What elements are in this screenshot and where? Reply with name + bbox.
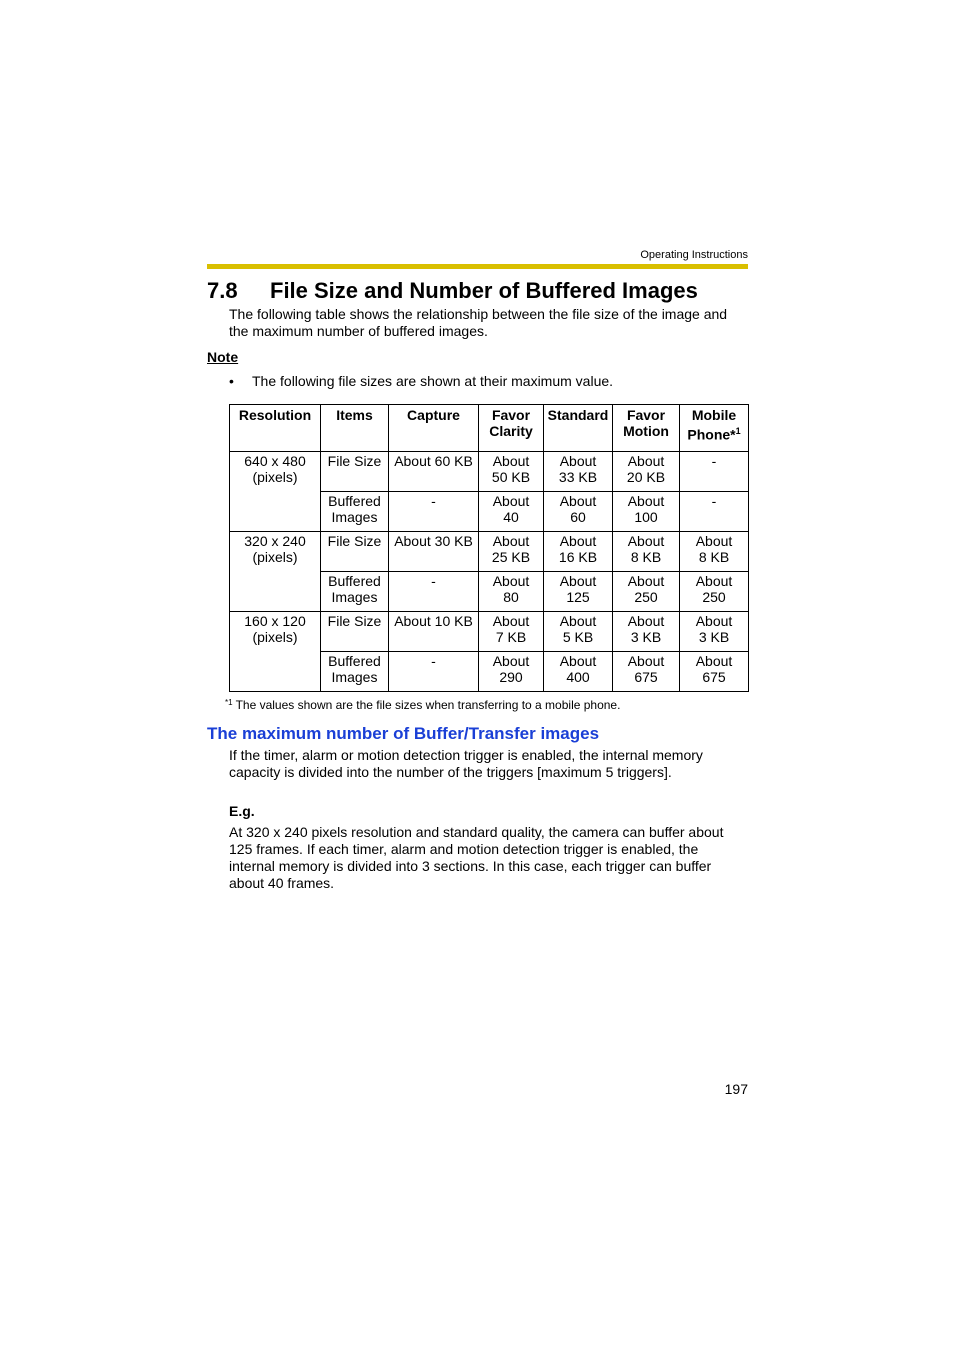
column-header-text: Items <box>336 407 373 423</box>
table-cell <box>544 572 613 612</box>
example-line: At 320 x 240 pixels resolution and standard quality, the camera can buffer about <box>229 824 724 840</box>
subsection-line: If the timer, alarm or motion detection trigger is enabled, the internal memory <box>229 747 703 763</box>
bullet: • <box>229 373 234 389</box>
column-header-text: Capture <box>407 407 460 423</box>
table-cell <box>389 492 479 532</box>
table-cell <box>544 652 613 692</box>
cell-text: About 10 KB <box>394 613 473 629</box>
resolution-text: 320 x 240 <box>244 533 306 549</box>
cell-text: About <box>492 653 530 669</box>
cell-text: 675 <box>634 669 658 685</box>
cell-text: 8 KB <box>630 549 662 565</box>
intro-line: The following table shows the relationship between the file size of the image and <box>229 306 728 322</box>
cell-text: - <box>711 453 717 469</box>
table-cell <box>544 492 613 532</box>
footnote-mark: *1 <box>225 698 233 707</box>
cell-text: 675 <box>702 669 726 685</box>
column-header-text: Favor <box>491 407 531 423</box>
table-cell <box>479 492 544 532</box>
note-text: The following file sizes are shown at their maximum value. <box>252 373 614 389</box>
intro-line: the maximum number of buffered images. <box>229 323 488 339</box>
resolution-text: (pixels) <box>252 549 298 565</box>
cell-text: 290 <box>499 669 523 685</box>
cell-text: About <box>627 453 665 469</box>
file-size-table <box>229 404 749 692</box>
section-title <box>207 278 698 304</box>
table-cell <box>389 532 479 572</box>
table-cell <box>613 572 680 612</box>
cell-text: 5 KB <box>562 629 594 645</box>
note-label: Note <box>207 349 239 365</box>
cell-text: About 60 KB <box>394 453 473 469</box>
cell-text: 8 KB <box>698 549 730 565</box>
column-header <box>230 405 321 452</box>
running-header: Operating Instructions <box>640 249 748 261</box>
cell-text: Images <box>331 589 378 605</box>
cell-text: 80 <box>503 589 519 605</box>
cell-text: 3 KB <box>698 629 730 645</box>
table-row <box>230 452 749 492</box>
cell-text: Images <box>331 669 378 685</box>
cell-text: 20 KB <box>626 469 666 485</box>
table-row <box>230 612 749 652</box>
column-header-text: Mobile <box>691 407 737 423</box>
cell-text: About <box>695 573 733 589</box>
cell-text: - <box>431 653 436 669</box>
resolution-cell <box>230 532 321 612</box>
column-header <box>544 405 613 452</box>
table-cell <box>680 652 749 692</box>
table-cell <box>544 452 613 492</box>
cell-text: About <box>627 573 665 589</box>
cell-text: About <box>695 653 733 669</box>
table-cell <box>321 572 389 612</box>
cell-text: About <box>695 613 733 629</box>
table-header-row <box>230 405 749 452</box>
table-cell <box>680 492 749 532</box>
example-label: E.g. <box>229 803 255 819</box>
table-cell <box>544 612 613 652</box>
cell-text: About <box>492 613 530 629</box>
resolution-text: 160 x 120 <box>244 613 306 629</box>
table-cell <box>680 452 749 492</box>
column-header-text: Resolution <box>238 407 312 423</box>
table-cell <box>544 532 613 572</box>
cell-text: 125 <box>566 589 590 605</box>
cell-text: About <box>559 453 597 469</box>
table-body <box>230 452 749 692</box>
cell-text: About <box>492 453 530 469</box>
cell-text: 250 <box>634 589 658 605</box>
table-cell <box>479 652 544 692</box>
cell-text: About <box>559 573 597 589</box>
cell-text: 25 KB <box>491 549 531 565</box>
cell-text: About <box>559 533 597 549</box>
section-title-text: File Size and Number of Buffered Images <box>270 278 698 303</box>
footnote-reference: 1 <box>735 426 741 436</box>
table-cell <box>389 612 479 652</box>
table-cell <box>321 652 389 692</box>
cell-text: - <box>431 493 436 509</box>
cell-text: File Size <box>327 613 382 629</box>
resolution-text: (pixels) <box>252 469 298 485</box>
table-cell <box>680 532 749 572</box>
cell-text: - <box>431 573 436 589</box>
cell-text: About <box>559 493 597 509</box>
page-number: 197 <box>724 1081 748 1097</box>
cell-text: About <box>627 493 665 509</box>
cell-text: About <box>695 533 733 549</box>
table-cell <box>680 572 749 612</box>
cell-text: About <box>559 613 597 629</box>
note-bullet-item <box>229 373 613 389</box>
column-header <box>680 405 749 452</box>
cell-text: File Size <box>327 453 382 469</box>
cell-text: - <box>711 493 717 509</box>
table-cell <box>613 452 680 492</box>
cell-text: About <box>492 493 530 509</box>
cell-text: Buffered <box>328 493 381 509</box>
table-cell <box>479 532 544 572</box>
resolution-text: (pixels) <box>252 629 298 645</box>
example-line: 125 frames. If each timer, alarm and motion detection trigger is enabled, the <box>229 841 699 857</box>
table-cell <box>321 612 389 652</box>
table-cell <box>613 652 680 692</box>
table-cell <box>680 612 749 652</box>
footnote <box>225 698 620 712</box>
table-cell <box>321 532 389 572</box>
intro-paragraph <box>229 306 749 340</box>
table-cell <box>321 492 389 532</box>
resolution-cell <box>230 612 321 692</box>
table-cell <box>613 492 680 532</box>
column-header-text: Phone* <box>687 426 736 443</box>
table-cell <box>389 572 479 612</box>
cell-text: 60 <box>570 509 586 525</box>
subsection-line: capacity is divided into the number of the triggers [maximum 5 triggers]. <box>229 764 672 780</box>
column-header-text: Favor <box>626 407 666 423</box>
table-cell <box>479 612 544 652</box>
cell-text: 7 KB <box>495 629 527 645</box>
column-header <box>321 405 389 452</box>
cell-text: About <box>492 533 530 549</box>
cell-text: About <box>559 653 597 669</box>
table-cell <box>389 652 479 692</box>
cell-text: About <box>627 613 665 629</box>
resolution-cell <box>230 452 321 532</box>
resolution-text: 640 x 480 <box>244 453 306 469</box>
column-header <box>479 405 544 452</box>
cell-text: About <box>492 573 530 589</box>
cell-text: 50 KB <box>491 469 531 485</box>
header-rule <box>207 264 748 269</box>
table-cell <box>613 612 680 652</box>
cell-text: 40 <box>503 509 519 525</box>
table-cell <box>479 572 544 612</box>
section-number: 7.8 <box>207 278 238 303</box>
cell-text: 250 <box>702 589 726 605</box>
column-header-text: Clarity <box>489 423 533 439</box>
cell-text: About <box>627 653 665 669</box>
cell-text: Buffered <box>328 573 381 589</box>
column-header <box>613 405 680 452</box>
column-header <box>389 405 479 452</box>
example-paragraph <box>229 824 749 892</box>
cell-text: 33 KB <box>558 469 598 485</box>
cell-text: Buffered <box>328 653 381 669</box>
cell-text: 400 <box>566 669 590 685</box>
cell-text: 16 KB <box>558 549 598 565</box>
column-header-text: Motion <box>623 423 669 439</box>
cell-text: About 30 KB <box>394 533 473 549</box>
example-line: internal memory is divided into 3 sections. In this case, each trigger can buffer <box>229 858 712 874</box>
subsection-paragraph <box>229 747 749 781</box>
cell-text: File Size <box>327 533 382 549</box>
table-cell <box>479 452 544 492</box>
table-cell <box>321 452 389 492</box>
table-row <box>230 532 749 572</box>
cell-text: 3 KB <box>630 629 662 645</box>
table-cell <box>613 532 680 572</box>
example-line: about 40 frames. <box>229 875 335 891</box>
cell-text: 100 <box>634 509 658 525</box>
column-header-text: Standard <box>547 407 609 423</box>
table-cell <box>389 452 479 492</box>
footnote-text: The values shown are the file sizes when transferring to a mobile phone. <box>235 698 621 712</box>
cell-text: Images <box>331 509 378 525</box>
subsection-title: The maximum number of Buffer/Transfer images <box>207 724 600 743</box>
cell-text: About <box>627 533 665 549</box>
